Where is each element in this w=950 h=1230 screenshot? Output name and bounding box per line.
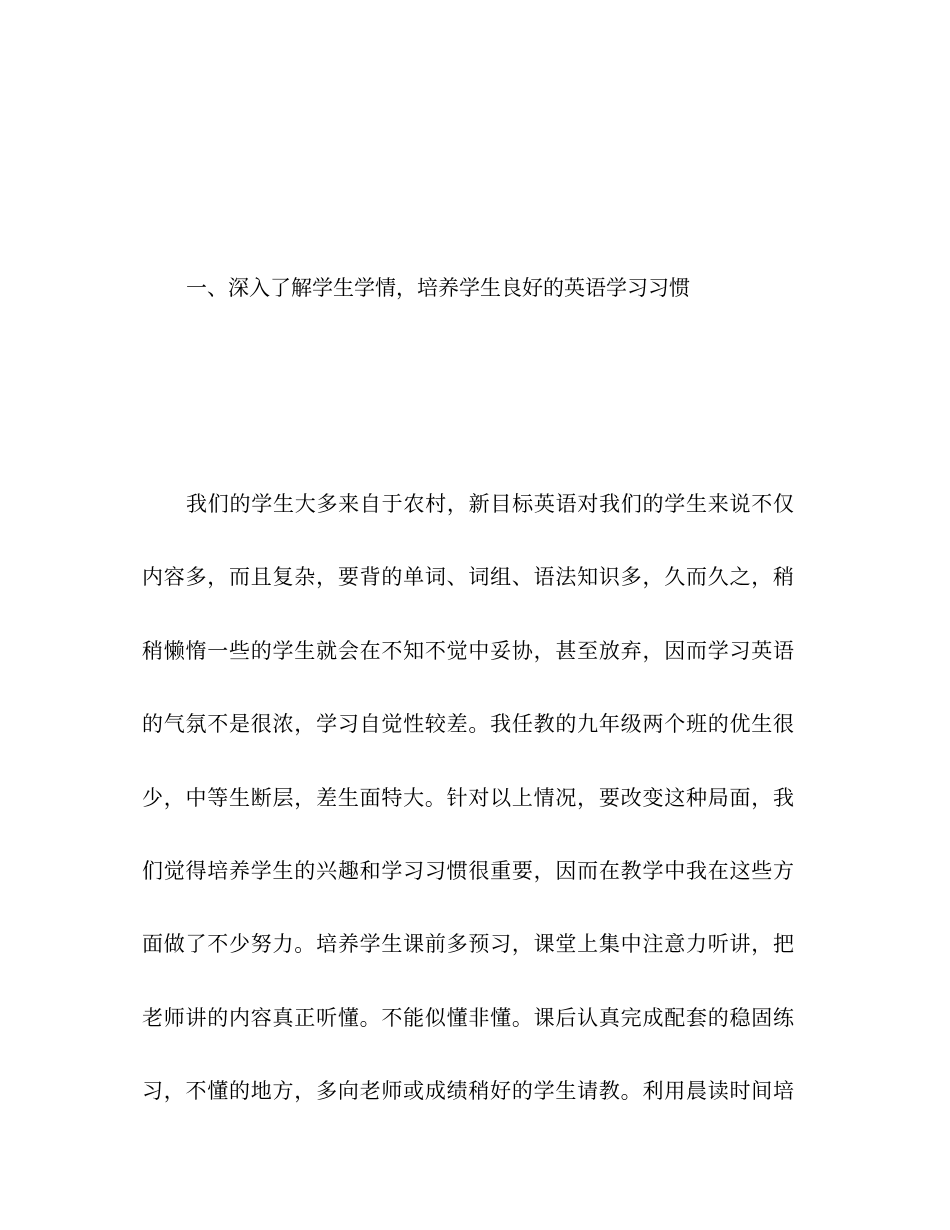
paragraph-line: 的气氛不是很浓，学习自觉性较差。我任教的九年级两个班的优生很 — [142, 712, 794, 737]
paragraph-line: 内容多，而且复杂，要背的单词、词组、语法知识多，久而久之，稍 — [142, 565, 794, 590]
paragraph-line: 我们的学生大多来自于农村，新目标英语对我们的学生来说不仅 — [186, 492, 794, 516]
section-heading: 一、深入了解学生学情，培养学生良好的英语学习习惯 — [186, 276, 690, 300]
paragraph-line: 稍懒惰一些的学生就会在不知不觉中妥协，甚至放弃，因而学习英语 — [142, 638, 794, 663]
paragraph-line: 们觉得培养学生的兴趣和学习习惯很重要，因而在教学中我在这些方 — [142, 858, 794, 883]
paragraph-line: 习，不懂的地方，多向老师或成绩稍好的学生请教。利用晨读时间培 — [142, 1079, 794, 1104]
paragraph-line: 面做了不少努力。培养学生课前多预习，课堂上集中注意力听讲，把 — [142, 932, 794, 957]
paragraph-line: 少，中等生断层，差生面特大。针对以上情况，要改变这种局面，我 — [142, 785, 794, 810]
body-paragraph — [142, 488, 802, 1149]
paragraph-line: 老师讲的内容真正听懂。不能似懂非懂。课后认真完成配套的稳固练 — [142, 1005, 794, 1030]
